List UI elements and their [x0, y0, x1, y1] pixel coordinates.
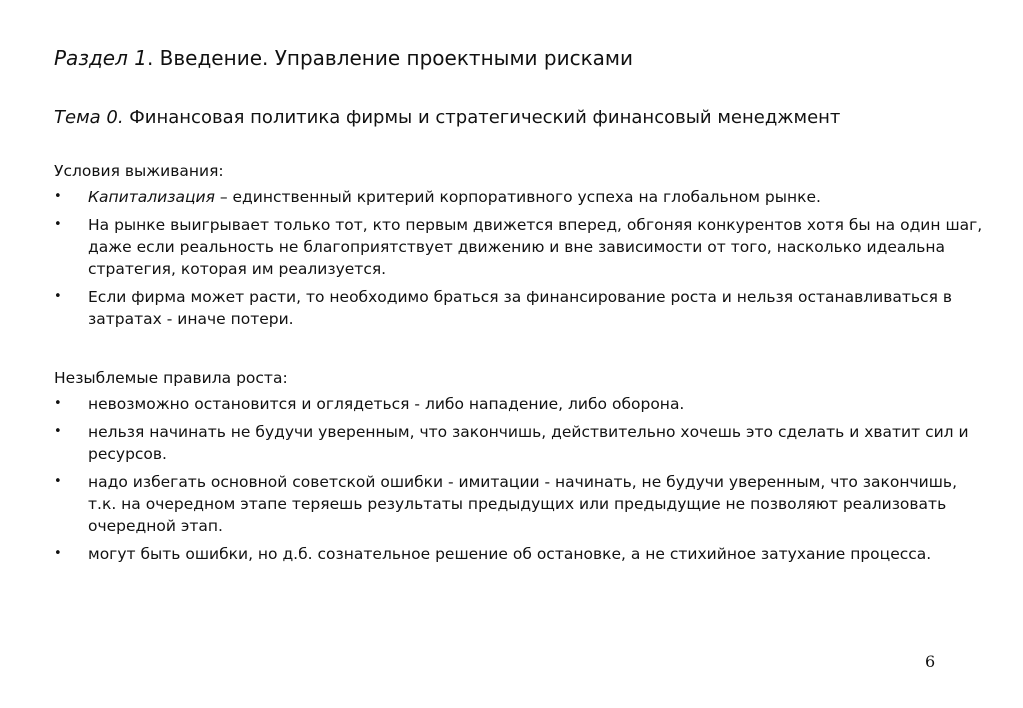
- topic-title-text: Финансовая политика фирмы и стратегический финансовый менеджмент: [123, 107, 841, 128]
- bullet-icon: •: [54, 546, 62, 561]
- growth-rules-heading: Незыблемые правила роста:: [54, 369, 288, 387]
- list-item: [54, 471, 984, 537]
- survival-conditions-heading: Условия выживания:: [54, 162, 224, 180]
- bullet-icon: •: [54, 189, 62, 204]
- section-title: [54, 44, 633, 72]
- list-item-text: нельзя начинать не будучи уверенным, что закончишь, действительно хочешь это сделать и хватит сил и ресурсов.: [88, 423, 969, 463]
- survival-conditions-section: [54, 160, 984, 336]
- list-item-emphasis: Капитализация: [88, 188, 215, 206]
- topic-title-prefix: Тема 0.: [54, 107, 124, 128]
- topic-title: [54, 105, 840, 131]
- section-title-prefix: Раздел 1: [54, 46, 147, 70]
- bullet-icon: •: [54, 474, 62, 489]
- list-item: [54, 393, 984, 415]
- list-item-text: могут быть ошибки, но д.б. сознательное решение об остановке, а не стихийное затухание процесса.: [88, 545, 932, 563]
- list-item: [54, 286, 984, 330]
- list-item-text: невозможно остановится и оглядеться - либо нападение, либо оборона.: [88, 395, 685, 413]
- section-title-text: . Введение. Управление проектными рисками: [146, 46, 633, 70]
- bullet-icon: •: [54, 424, 62, 439]
- growth-rules-section: [54, 367, 984, 571]
- survival-conditions-list: [54, 186, 984, 330]
- bullet-icon: •: [54, 396, 62, 411]
- list-item: [54, 186, 984, 208]
- growth-rules-list: [54, 393, 984, 565]
- list-item: [54, 421, 984, 465]
- list-item-text: – единственный критерий корпоративного успеха на глобальном рынке.: [214, 188, 821, 206]
- list-item-text: На рынке выигрывает только тот, кто первым движется вперед, обгоняя конкурентов хотя бы на один шаг, даже если реальность не благоприятствует движению и вне зависимости от того, насколько идеальна стратегия, которая им реализуется.: [88, 216, 983, 278]
- list-item: [54, 543, 984, 565]
- bullet-icon: •: [54, 217, 62, 232]
- list-item-text: надо избегать основной советской ошибки - имитации - начинать, не будучи уверенным, что закончишь, т.к. на очередном этапе теряешь результаты предыдущих или предыдущие не позволяют реализовать очередной этап.: [88, 473, 957, 535]
- list-item: [54, 214, 984, 280]
- list-item-text: Если фирма может расти, то необходимо браться за финансирование роста и нельзя останавливаться в затратах - иначе потери.: [88, 288, 952, 328]
- page-number: 6: [925, 652, 936, 671]
- bullet-icon: •: [54, 289, 62, 304]
